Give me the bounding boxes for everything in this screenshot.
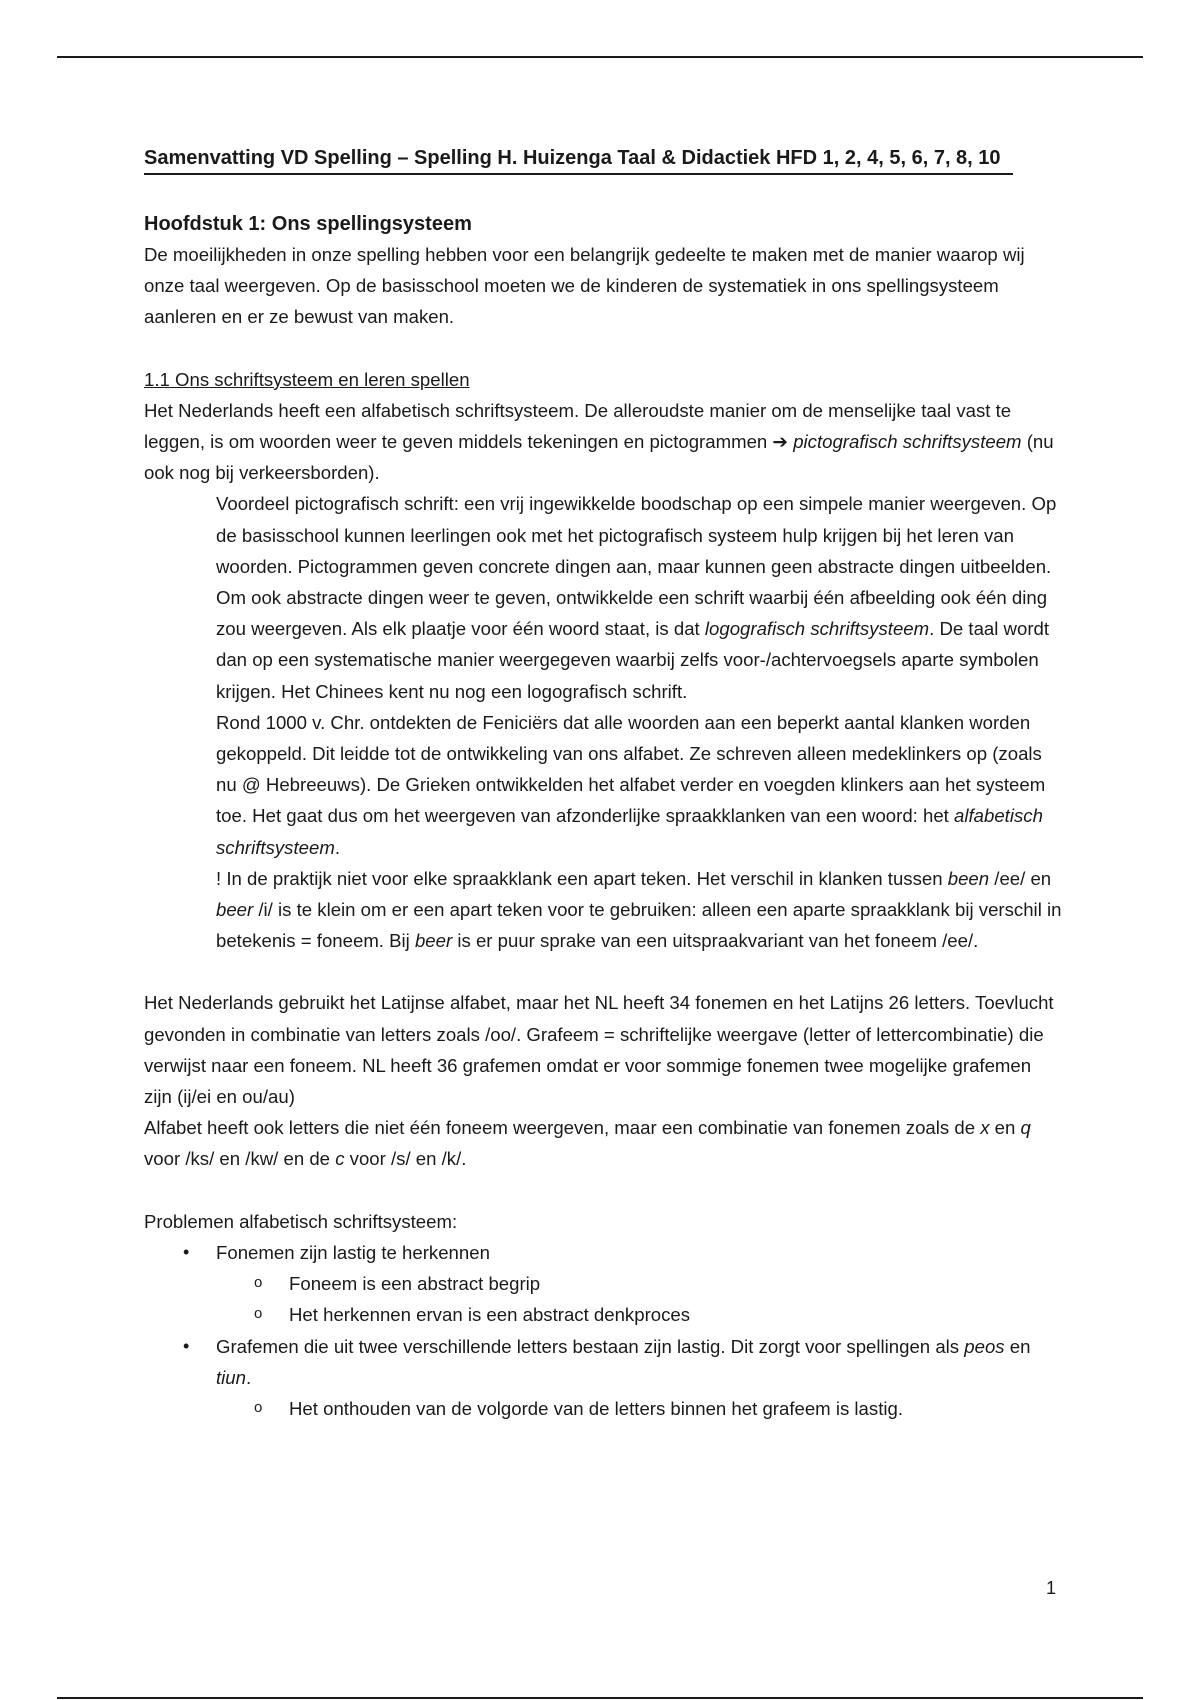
- indent-paragraph-phoneme: ! In de praktijk niet voor elke spraakklank een apart teken. Het verschil in klanken tussen been /ee/ en beer /i/ is te klein om er een apart teken voor te gebruiken: alleen een aparte spraakklank bij verschil in betekenis = foneem. Bij beer is er puur sprake van een uitspraakvariant van het foneem /ee/.: [216, 867, 1062, 952]
- indent-paragraph-logographic: Om ook abstracte dingen weer te geven, ontwikkelde een schrift waarbij één afbeelding ook één ding zou weergeven. Als elk plaatje voor één woord staat, is dat logografisch schriftsysteem. De taal wordt dan op een systematische manier weergegeven waarbij zelfs voor-/achtervoegsels aparte symbolen krijgen. Het Chinees kent nu nog een logografisch schrift.: [216, 587, 1050, 702]
- list-subitem: o Het herkennen ervan is een abstract denkproces: [144, 1299, 1064, 1330]
- list-subitem: o Foneem is een abstract begrip: [144, 1268, 1064, 1299]
- chapter-title: Hoofdstuk 1: Ons spellingsysteem: [144, 213, 472, 235]
- problems-list: [144, 1237, 1064, 1424]
- section-paragraph-3: Alfabet heeft ook letters die niet één foneem weergeven, maar een combinatie van fonemen zoals de x en q voor /ks/ en /kw/ en de c voor /s/ en /k/.: [144, 1117, 1031, 1170]
- page-number: 1: [1046, 1578, 1057, 1598]
- indent-paragraph-pictographic: Voordeel pictografisch schrift: een vrij ingewikkelde boodschap op een simpele manier weergeven. Op de basisschool kunnen leerlingen ook met het pictografisch systeem hulp krijgen bij het leren van woorden. Pictogrammen geven concrete dingen aan, maar kunnen geen abstracte dingen uitbeelden.: [216, 493, 1057, 577]
- footer-rule: [57, 1697, 1143, 1699]
- section-title: 1.1 Ons schriftsysteem en leren spellen: [144, 368, 470, 390]
- chapter-intro: De moeilijkheden in onze spelling hebben voor een belangrijk gedeelte te maken met de manier waarop wij onze taal weergeven. Op de basisschool moeten we de kinderen de systematiek in ons spellingsysteem aanleren en er ze bewust van maken.: [144, 244, 1025, 328]
- indented-block: [144, 488, 1064, 956]
- document-title: Samenvatting VD Spelling – Spelling H. Huizenga Taal & Didactiek HFD 1, 2, 4, 5, 6, 7, 8, 10: [144, 143, 1013, 175]
- arrow-icon: ➔: [772, 431, 789, 453]
- indent-paragraph-alphabetic: Rond 1000 v. Chr. ontdekten de Feniciërs dat alle woorden aan een beperkt aantal klanken worden gekoppeld. Dit leidde tot de ontwikkeling van ons alfabet. Ze schreven alleen medeklinkers op (zoals nu @ Hebreeuws). De Grieken ontwikkelden het alfabet verder en voegden klinkers aan het systeem toe. Het gaat dus om het weergeven van afzonderlijke spraakklanken van een woord: het alfabetisch schriftsysteem.: [216, 711, 1046, 858]
- document-page: [144, 142, 1064, 1424]
- problems-heading: Problemen alfabetisch schriftsysteem:: [144, 1210, 458, 1232]
- list-item: • Grafemen die uit twee verschillende letters bestaan zijn lastig. Dit zorgt voor spellingen als peos en tiun.: [144, 1331, 1064, 1393]
- header-rule: [57, 56, 1143, 58]
- list-item: • Fonemen zijn lastig te herkennen: [144, 1237, 1064, 1268]
- list-subitem: o Het onthouden van de volgorde van de letters binnen het grafeem is lastig.: [144, 1393, 1064, 1424]
- section-paragraph-2: Het Nederlands gebruikt het Latijnse alfabet, maar het NL heeft 34 fonemen en het Latijns 26 letters. Toevlucht gevonden in combinatie van letters zoals /oo/. Grafeem = schriftelijke weergave (letter of lettercombinatie) die verwijst naar een foneem. NL heeft 36 grafemen omdat er voor sommige fonemen twee mogelijke grafemen zijn (ij/ei en ou/au): [144, 992, 1054, 1108]
- section-paragraph-1: Het Nederlands heeft een alfabetisch schriftsysteem. De alleroudste manier om de menselijke taal vast te leggen, is om woorden weer te geven middels tekeningen en pictogrammen ➔ pictografisch schriftsysteem (nu ook nog bij verkeersborden).: [144, 399, 1054, 484]
